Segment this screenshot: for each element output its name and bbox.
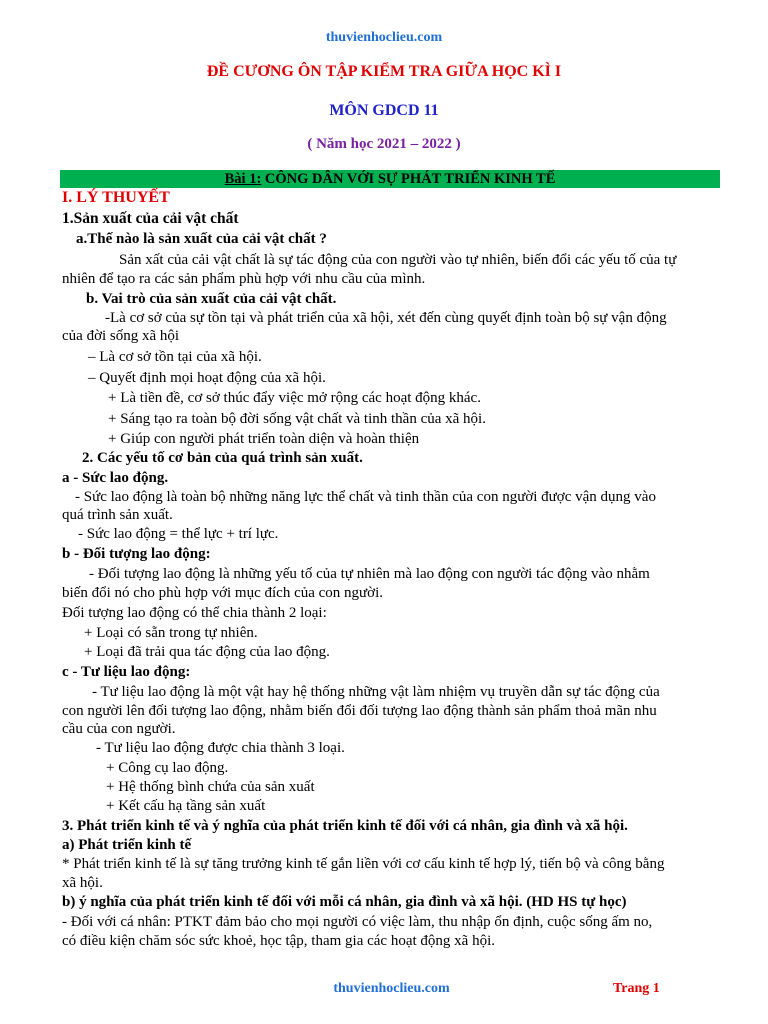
heading-1b: b. Vai trò của sản xuất của cải vật chất. [86, 291, 337, 307]
paragraph: con người lên đối tượng lao động, nhằm biến đổi đối tượng lao động thành sản phẩm thoả mãn nhu [62, 703, 657, 719]
list-item: + Loại đã trải qua tác động của lao động. [84, 644, 330, 660]
heading-2c: c - Tư liệu lao động: [62, 664, 191, 680]
paragraph: - Đối với cá nhân: PTKT đảm bảo cho mọi người có việc làm, thu nhập ổn định, cuộc sống ấm no, [62, 914, 653, 930]
list-item: – Quyết định mọi hoạt động của xã hội. [88, 370, 326, 386]
lesson-label: Bài 1: [224, 171, 262, 187]
paragraph: nhiên để tạo ra các sản phẩm phù hợp với nhu cầu của mình. [62, 271, 426, 287]
heading-2: 2. Các yếu tố cơ bản của quá trình sản xuất. [82, 450, 363, 466]
paragraph: * Phát triển kinh tế là sự tăng trưởng kinh tế gắn liền với cơ cấu kinh tế hợp lý, tiến bộ và công bằng [62, 856, 665, 872]
paragraph: Đối tượng lao động có thể chia thành 2 loại: [62, 605, 327, 621]
paragraph: - Sức lao động = thể lực + trí lực. [78, 526, 279, 542]
heading-3: 3. Phát triển kinh tế và ý nghĩa của phát triển kinh tế đối với cá nhân, gia đình và xã hội. [62, 818, 628, 834]
heading-3b: b) ý nghĩa của phát triển kinh tế đối với mỗi cá nhân, gia đình và xã hội. (HD HS tự học) [62, 894, 627, 910]
heading-2a: a - Sức lao động. [62, 470, 169, 486]
paragraph: - Sức lao động là toàn bộ những năng lực thể chất và tinh thần của con người được vận dụng vào [75, 489, 656, 505]
document-title: ĐỀ CƯƠNG ÔN TẬP KIỂM TRA GIỮA HỌC KÌ I [206, 63, 562, 80]
paragraph: xã hội. [62, 875, 103, 891]
paragraph: cầu của con người. [62, 721, 176, 737]
list-item: – Là cơ sở tồn tại của xã hội. [88, 349, 262, 365]
paragraph: -Là cơ sở của sự tồn tại và phát triển của xã hội, xét đến cùng quyết định toàn bộ sự vận động [105, 310, 667, 326]
paragraph: quá trình sản xuất. [62, 507, 173, 523]
lesson-heading [60, 170, 720, 188]
list-item: + Giúp con người phát triển toàn diện và hoàn thiện [108, 431, 420, 447]
list-item: + Kết cấu hạ tầng sản xuất [106, 798, 266, 814]
header-site-link[interactable]: thuvienhoclieu.com [325, 30, 443, 45]
subject-title: MÔN GDCD 11 [329, 102, 439, 119]
footer-site-link[interactable]: thuvienhoclieu.com [333, 981, 450, 996]
heading-3a: a) Phát triển kinh tế [62, 837, 192, 853]
paragraph: có điều kiện chăm sóc sức khoẻ, học tập, tham gia các hoạt động xã hội. [62, 933, 495, 949]
page-number: Trang 1 [613, 981, 660, 996]
paragraph: của đời sống xã hội [62, 328, 180, 344]
heading-2b: b - Đối tượng lao động: [62, 546, 211, 562]
list-item: + Công cụ lao động. [106, 760, 229, 776]
heading-1: 1.Sản xuất của cải vật chất [62, 210, 239, 227]
list-item: + Loại có sẵn trong tự nhiên. [84, 625, 258, 641]
paragraph: - Tư liệu lao động là một vật hay hệ thống những vật làm nhiệm vụ truyền dẫn sự tác động của [92, 684, 660, 700]
list-item: + Là tiền đề, cơ sở thúc đẩy việc mở rộng các hoạt động khác. [108, 390, 481, 406]
section-heading: I. LÝ THUYẾT [62, 189, 170, 206]
list-item: + Sáng tạo ra toàn bộ đời sống vật chất và tinh thần của xã hội. [108, 411, 486, 427]
paragraph: - Đối tượng lao động là những yếu tố của tự nhiên mà lao động con người tác động vào nhằm [89, 566, 650, 582]
paragraph: Sản xất của cải vật chất là sự tác động của con người vào tự nhiên, biến đổi các yếu tố của tự [119, 252, 677, 268]
paragraph: biến đổi nó cho phù hợp với mục đích của con người. [62, 585, 384, 601]
list-item: + Hệ thống bình chứa của sản xuất [106, 779, 315, 795]
lesson-title: CÔNG DÂN VỚI SỰ PHÁT TRIỂN KINH TẾ [261, 171, 556, 187]
heading-1a: a.Thế nào là sản xuất của cải vật chất ? [76, 231, 327, 247]
school-year: ( Năm học 2021 – 2022 ) [307, 136, 461, 152]
paragraph: - Tư liệu lao động được chia thành 3 loại. [96, 740, 345, 756]
